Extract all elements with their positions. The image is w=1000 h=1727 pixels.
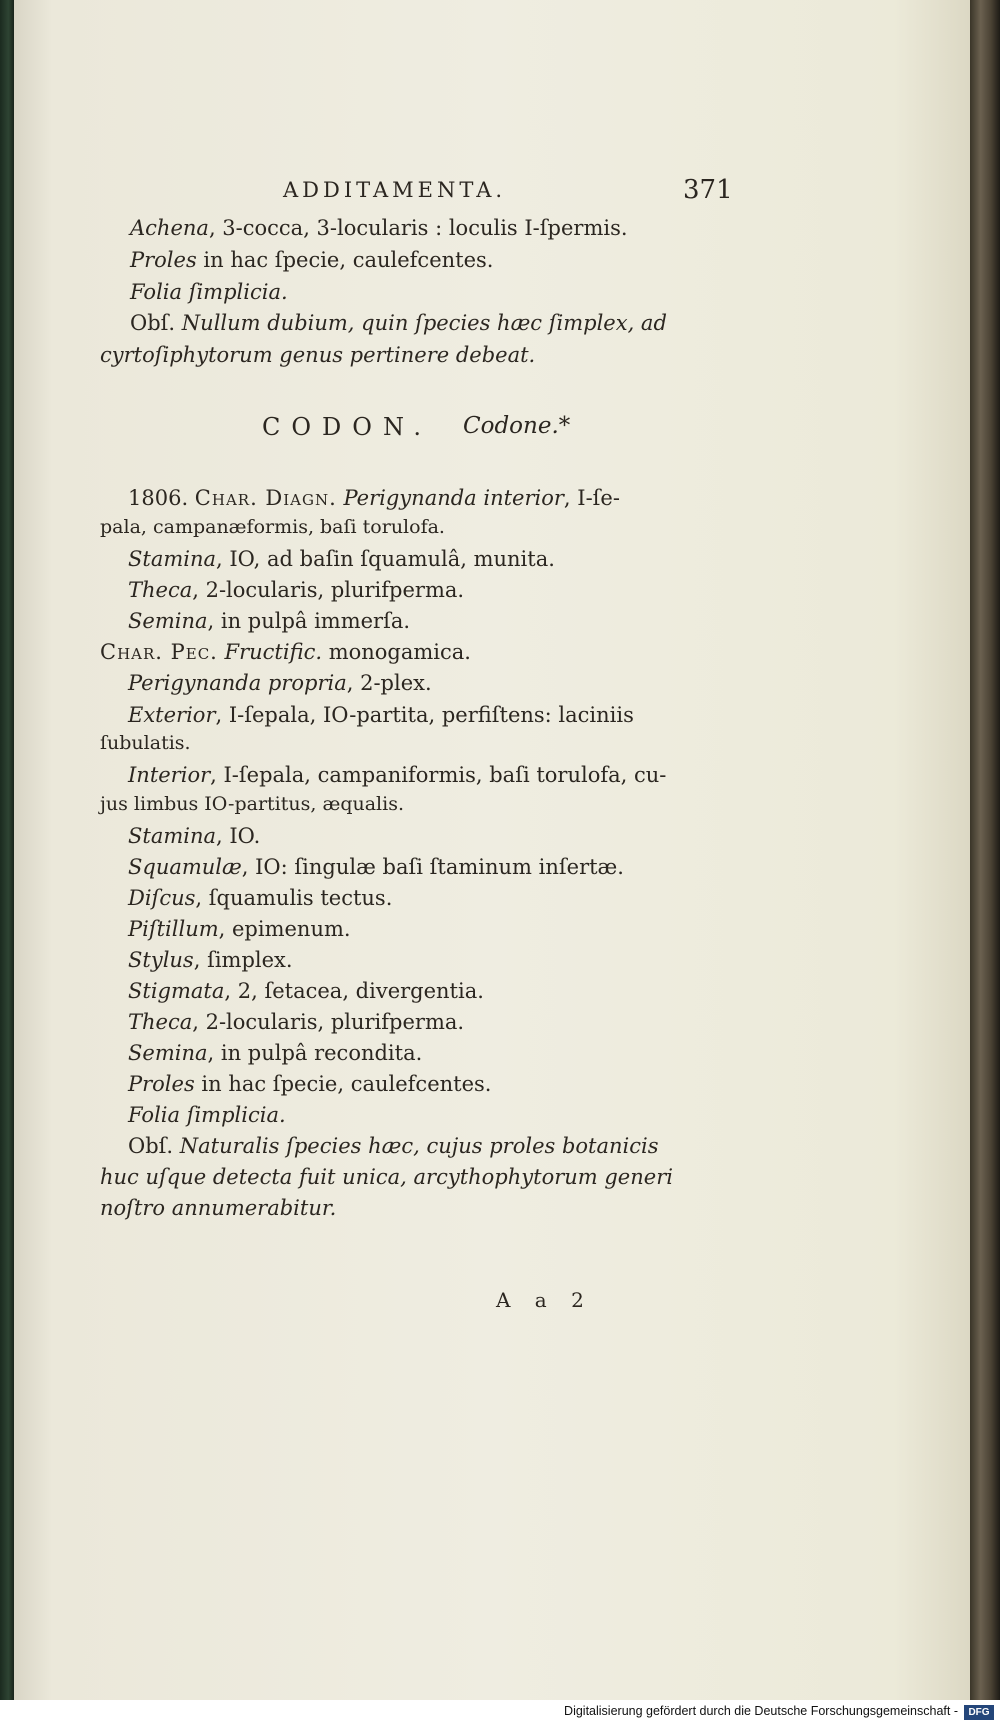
italic-term: Stamina xyxy=(128,824,217,848)
italic-term: Exterior xyxy=(128,703,216,727)
text-line xyxy=(128,765,666,786)
text-line: cyrtoſiphytorum genus pertinere debeat. xyxy=(100,343,536,367)
page-number: 371 xyxy=(683,175,733,205)
italic-term: Semina xyxy=(128,1041,208,1065)
italic-term: Interior xyxy=(128,763,211,787)
text-line: pala, campanæformis, baſi torulofa. xyxy=(100,516,445,538)
text-line: noſtro annumerabitur. xyxy=(100,1196,337,1220)
text-run: , ſquamulis tectus. xyxy=(195,886,393,910)
text-line xyxy=(128,1012,464,1033)
text-line xyxy=(128,673,432,694)
text-line xyxy=(128,826,260,847)
italic-term: Fructific. xyxy=(217,640,323,664)
text-line xyxy=(130,250,493,271)
text-run: , 2-locularis, plurifperma. xyxy=(192,1010,465,1034)
text-line: Folia ſimplicia. xyxy=(130,280,288,304)
text-line: Folia ſimplicia. xyxy=(128,1103,286,1127)
text-line xyxy=(128,488,620,509)
text-line xyxy=(130,313,667,334)
dfg-logo: DFG xyxy=(964,1705,994,1720)
text-run: , I-ſe- xyxy=(563,486,620,510)
section-heading-italic: Codone.* xyxy=(463,413,571,439)
text-run: Obſ. xyxy=(130,311,176,335)
italic-term: Nullum dubium, quin ſpecies hæc ſimplex, ad xyxy=(181,311,667,335)
text-line: huc uſque detecta fuit unica, arcythophytorum generi xyxy=(100,1165,673,1189)
italic-term: Theca xyxy=(128,1010,193,1034)
text-run: 1806. xyxy=(128,486,195,510)
text-line: jus limbus IO-partitus, æqualis. xyxy=(100,793,404,815)
italic-term: Stigmata xyxy=(128,979,225,1003)
text-run: , in pulpâ immerſa. xyxy=(207,609,411,633)
text-line xyxy=(128,950,293,971)
text-line xyxy=(128,1043,422,1064)
running-head: ADDITAMENTA. xyxy=(283,178,507,202)
funding-credit: Digitalisierung gefördert durch die Deutsche Forschungsgemeinschaft - xyxy=(564,1704,958,1718)
text-run: , 2, ſetacea, divergentia. xyxy=(224,979,484,1003)
italic-term: Piſtillum xyxy=(128,917,219,941)
footer-bar xyxy=(0,1700,1000,1727)
text-line xyxy=(130,218,628,239)
signature-mark: A a 2 xyxy=(496,1288,593,1312)
text-run: , IO. xyxy=(216,824,261,848)
text-line xyxy=(128,611,410,632)
small-caps-term: Char. Diagn. xyxy=(194,486,337,510)
text-run: , 3-cocca, 3-locularis : loculis I-ſpermis. xyxy=(208,216,628,240)
italic-term: Proles xyxy=(130,248,197,272)
text-run: , IO: ſingulæ baſi ſtaminum inſertæ. xyxy=(241,855,624,879)
text-line xyxy=(128,857,624,878)
small-caps-term: Char. Pec. xyxy=(100,640,218,664)
section-heading: CODON. xyxy=(262,413,433,441)
text-line xyxy=(128,705,634,726)
text-run: , 2-locularis, plurifperma. xyxy=(192,578,465,602)
italic-term: Stamina xyxy=(128,547,217,571)
text-line xyxy=(128,919,351,940)
text-run: , I-ſepala, campaniformis, baſi torulofa, cu- xyxy=(210,763,667,787)
text-run: , I-ſepala, IO-partita, perfiſtens: laciniis xyxy=(215,703,634,727)
italic-term: Diſcus xyxy=(128,886,196,910)
italic-term: Achena xyxy=(130,216,209,240)
text-run: , IO, ad baſin ſquamulâ, munita. xyxy=(216,547,555,571)
text-run: , ſimplex. xyxy=(193,948,293,972)
text-line xyxy=(128,1136,659,1157)
text-line xyxy=(128,580,464,601)
italic-term: Perigynanda propria xyxy=(128,671,347,695)
text-run: , 2-plex. xyxy=(346,671,432,695)
italic-term: Stylus xyxy=(128,948,194,972)
text-run: , epimenum. xyxy=(218,917,351,941)
text-run: in hac ſpecie, caulefcentes. xyxy=(194,1072,492,1096)
italic-term: Perigynanda interior xyxy=(336,486,564,510)
italic-term: Proles xyxy=(128,1072,195,1096)
text-run: , in pulpâ recondita. xyxy=(207,1041,423,1065)
italic-term: Naturalis ſpecies hæc, cujus proles botanicis xyxy=(173,1134,659,1158)
book-spine xyxy=(0,0,14,1700)
italic-term: Squamulæ xyxy=(128,855,242,879)
text-line xyxy=(128,981,484,1002)
text-run: in hac ſpecie, caulefcentes. xyxy=(196,248,494,272)
text-line: ſubulatis. xyxy=(100,732,191,754)
text-run: Obſ. xyxy=(128,1134,174,1158)
italic-term: Theca xyxy=(128,578,193,602)
text-line xyxy=(128,549,555,570)
italic-term: Semina xyxy=(128,609,208,633)
text-line xyxy=(100,642,471,663)
page-fore-edge xyxy=(970,0,1000,1700)
text-line xyxy=(128,888,392,909)
text-run: monogamica. xyxy=(322,640,471,664)
text-line xyxy=(128,1074,491,1095)
